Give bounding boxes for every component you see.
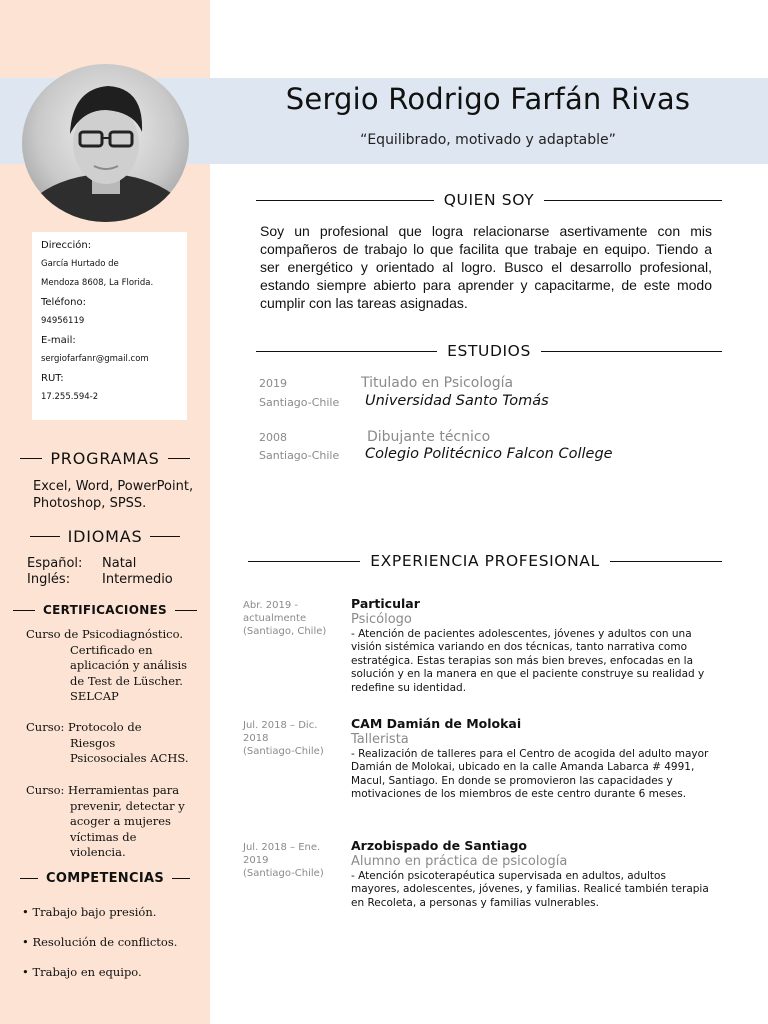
job-dates [243, 599, 343, 638]
certification-item [26, 627, 206, 705]
competencia-item: • Resolución de conflictos. [22, 935, 178, 949]
certification-line: de Test de Lüscher. [70, 673, 183, 688]
heading-rule [20, 458, 42, 459]
address-line-1: García Hurtado de [41, 259, 119, 269]
heading-rule [544, 200, 722, 201]
job-date-line: Abr. 2019 - [243, 600, 298, 611]
certification-line: aplicación y análisis [70, 658, 188, 672]
certification-line: Riesgos [70, 735, 116, 750]
certification-line: acoger a mujeres [70, 814, 171, 828]
job-description: - Atención psicoterapéutica supervisada en adultos, adultos mayores, adolescentes, jóvenes, y familias. Realicé también terapia en Recoleta, a personas y familias vulnerables. [351, 870, 709, 909]
about-text: Soy un profesional que logra relacionarse asertivamente con mis compañeros de trabajo lo que facilita que trabaje en equipo. Tiendo a ser energético y orientado al logro. Busco el desarrollo profesional, estando siempre abierto para aprender y capacitarme, de este modo cumplir con las tareas asignadas. [260, 223, 712, 311]
language-name: Inglés: [27, 572, 71, 587]
language-row [27, 556, 137, 571]
certification-title: Curso: Herramientas para [26, 783, 180, 797]
heading-rule [541, 351, 722, 352]
heading-rule [150, 536, 180, 537]
job-dates [243, 841, 343, 880]
job-date-line: (Santiago-Chile) [243, 746, 324, 757]
education-school: Universidad Santo Tomás [365, 393, 549, 409]
education-place: Santiago-Chile [259, 396, 340, 409]
certification-item [26, 720, 206, 767]
programas-line-1: Excel, Word, PowerPoint, [33, 479, 194, 494]
job-date-line: (Santiago, Chile) [243, 626, 327, 637]
programas-list [33, 478, 208, 512]
education-title: Dibujante técnico [367, 429, 491, 445]
certification-line: víctimas de [70, 829, 137, 844]
language-level: Intermedio [102, 572, 173, 587]
email-label: E-mail: [41, 335, 76, 346]
competencias-heading [0, 871, 210, 886]
estudios-heading [256, 342, 722, 360]
certification-line: Psicosociales ACHS. [70, 751, 189, 765]
programas-line-2: Photoshop, SPSS. [33, 496, 147, 511]
phone-value: 94956119 [41, 316, 85, 326]
education-year: 2008 [259, 431, 287, 444]
job-dates [243, 719, 343, 758]
heading-rule [20, 878, 38, 879]
job-role: Psicólogo [351, 612, 412, 627]
full-name: Sergio Rodrigo Farfán Rivas [285, 82, 691, 116]
job-organization: Arzobispado de Santiago [351, 838, 527, 853]
job-organization: Particular [351, 596, 420, 611]
job-date-line: 2019 [243, 855, 269, 866]
job-organization: CAM Damián de Molokai [351, 716, 522, 731]
portrait-illustration [22, 64, 189, 222]
rut-value: 17.255.594-2 [41, 392, 99, 402]
address-label: Dirección: [41, 240, 92, 251]
language-level: Natal [102, 556, 137, 571]
job-description: - Atención de pacientes adolescentes, jóvenes y adultos con una visión sistémica variando en dos técnicas, tanto narrativa como estratégica. Estas terapias son más bien breves, enfocadas en la solución y en la manera en que el paciente construye su realidad y redefine su identidad. [351, 628, 705, 694]
certification-item [26, 783, 206, 861]
job-date-line: actualmente [243, 613, 307, 624]
quien-soy-heading-text: QUIEN SOY [443, 191, 535, 209]
heading-rule [256, 351, 437, 352]
idiomas-heading-text: IDIOMAS [67, 527, 143, 546]
job-description: - Realización de talleres para el Centro de acogida del adulto mayor Damián de Molokai, ubicado en la calle Amanda Labarca # 4991, Macul, Santiago. En donde se promovieron las capacidades y motivaciones de los miembros de este centro durante 6 meses. [351, 748, 709, 801]
certification-line: prevenir, detectar y [70, 798, 185, 813]
certification-title: Curso: Protocolo de [26, 720, 142, 734]
email-value: sergiofarfanr@gmail.com [41, 354, 149, 364]
heading-rule [610, 561, 722, 562]
certificaciones-heading [0, 603, 210, 617]
certification-title: Curso de Psicodiagnóstico. [26, 627, 183, 641]
tagline: “Equilibrado, motivado y adaptable” [360, 132, 616, 148]
heading-rule [175, 610, 197, 611]
certificaciones-heading-text: CERTIFICACIONES [43, 603, 167, 617]
certification-line: Certificado en [70, 642, 153, 657]
quien-soy-heading [256, 191, 722, 209]
job-date-line: (Santiago-Chile) [243, 868, 324, 879]
competencia-item: • Trabajo en equipo. [22, 965, 142, 979]
experiencia-heading [248, 552, 722, 570]
address-line-2: Mendoza 8608, La Florida. [41, 278, 154, 288]
education-school: Colegio Politécnico Falcon College [365, 446, 613, 462]
job-date-line: Jul. 2018 – Dic. [243, 720, 318, 731]
job-date-line: Jul. 2018 – Ene. [243, 842, 321, 853]
competencias-heading-text: COMPETENCIAS [46, 871, 164, 886]
job-role: Tallerista [351, 732, 409, 747]
idiomas-heading [0, 527, 210, 546]
job-role: Alumno en práctica de psicología [351, 854, 568, 869]
heading-rule [248, 561, 360, 562]
estudios-heading-text: ESTUDIOS [447, 342, 531, 360]
rut-label: RUT: [41, 373, 64, 384]
programas-heading [0, 449, 210, 468]
language-row [27, 572, 173, 587]
heading-rule [168, 458, 190, 459]
certification-line: violencia. [70, 845, 126, 859]
certification-line: SELCAP [70, 689, 119, 703]
heading-rule [256, 200, 434, 201]
job-date-line: 2018 [243, 733, 269, 744]
heading-rule [172, 878, 190, 879]
phone-label: Teléfono: [41, 297, 86, 308]
education-year: 2019 [259, 377, 287, 390]
education-place: Santiago-Chile [259, 449, 340, 462]
language-name: Español: [27, 556, 83, 571]
contact-box [32, 232, 187, 420]
profile-photo [22, 64, 189, 222]
education-title: Titulado en Psicología [361, 375, 514, 391]
competencia-item: • Trabajo bajo presión. [22, 905, 157, 919]
heading-rule [13, 610, 35, 611]
heading-rule [30, 536, 60, 537]
experiencia-heading-text: EXPERIENCIA PROFESIONAL [370, 552, 600, 570]
programas-heading-text: PROGRAMAS [50, 449, 160, 468]
